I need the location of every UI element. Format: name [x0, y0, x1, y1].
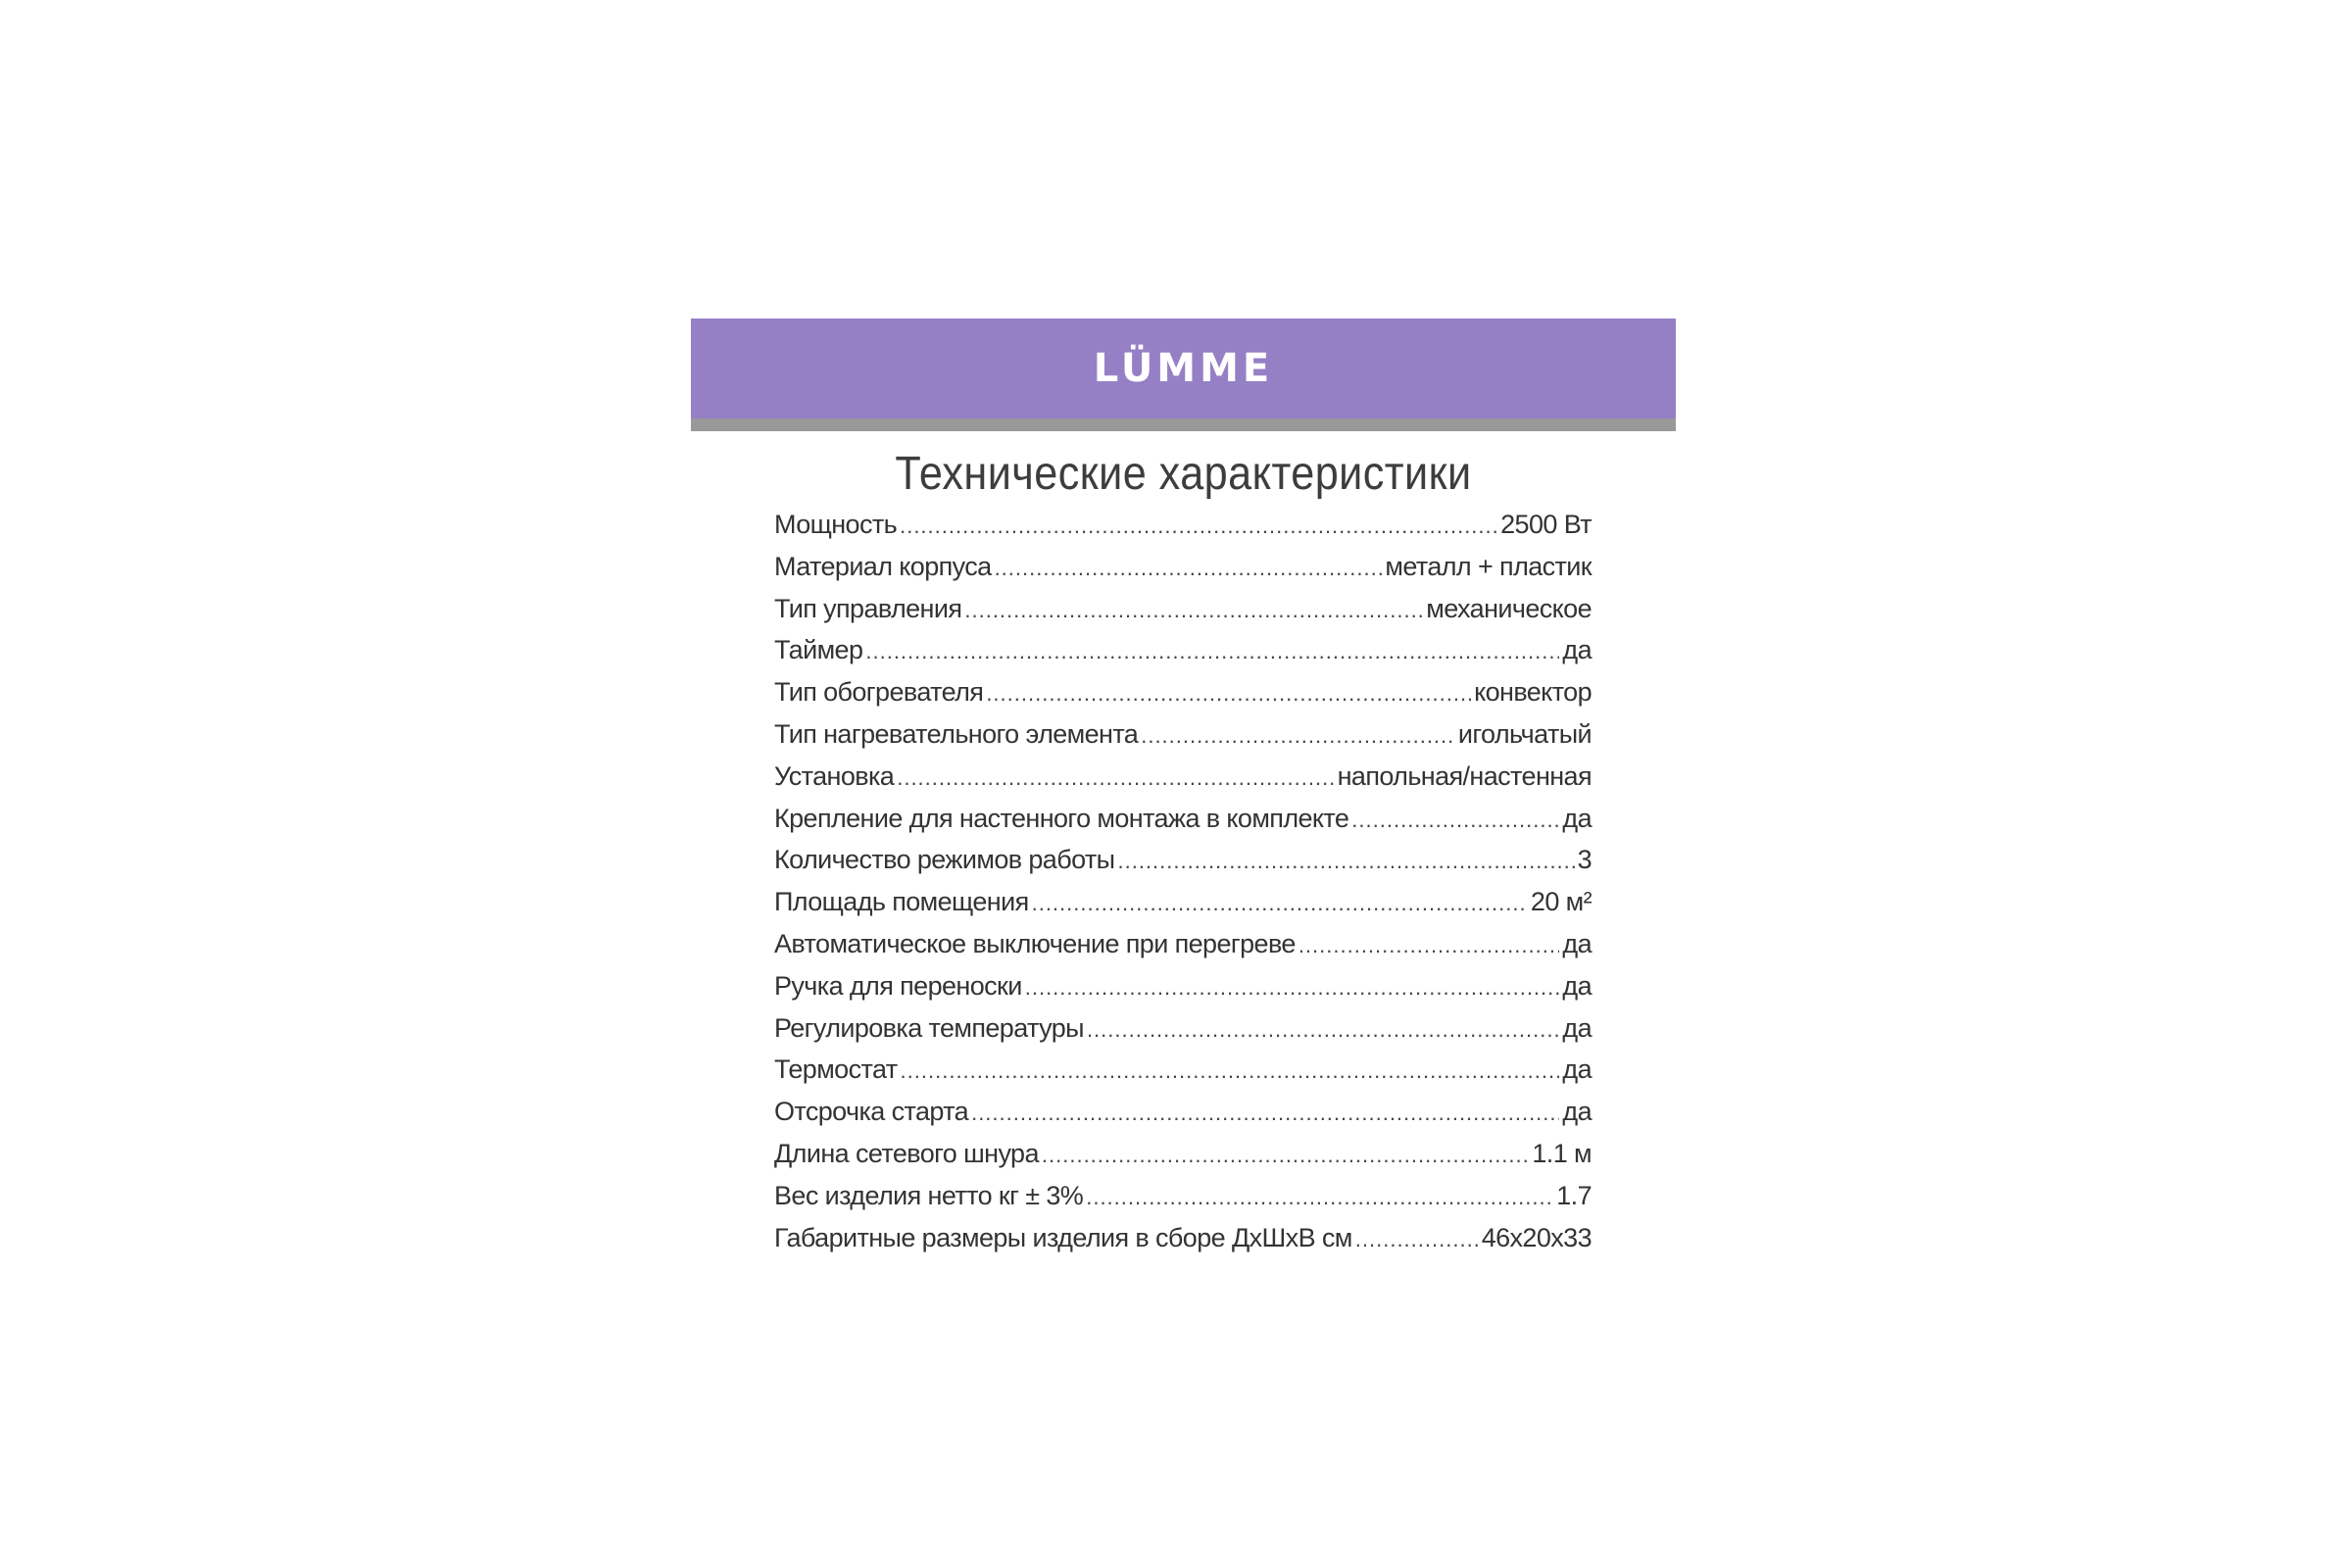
header-divider: [691, 418, 1676, 431]
dot-leader: [1351, 808, 1559, 833]
spec-row-carry-handle: [774, 971, 1592, 1013]
spec-value: конвектор: [1474, 677, 1592, 708]
spec-row-thermostat: [774, 1054, 1592, 1097]
spec-label: Количество режимов работы: [774, 845, 1115, 875]
dot-leader: [964, 598, 1423, 623]
dot-leader: [971, 1101, 1559, 1126]
dot-leader: [897, 765, 1334, 791]
spec-value: 3: [1577, 845, 1592, 875]
dot-leader: [986, 681, 1471, 707]
spec-list: [774, 510, 1592, 1264]
brand-logo: LÜMME: [1093, 346, 1274, 391]
dot-leader: [1086, 1185, 1553, 1210]
dot-leader: [1087, 1017, 1559, 1043]
spec-value: игольчатый: [1457, 718, 1592, 749]
spec-row-dimensions: [774, 1223, 1592, 1265]
spec-value: 46x20x33: [1481, 1222, 1592, 1252]
dot-leader: [1355, 1227, 1479, 1252]
spec-value: 1.7: [1556, 1180, 1592, 1210]
spec-value: да: [1562, 1097, 1592, 1127]
spec-value: механическое: [1426, 593, 1592, 623]
dot-leader: [1042, 1143, 1530, 1168]
spec-label: Вес изделия нетто кг ± 3%: [774, 1180, 1084, 1210]
spec-label: Отсрочка старта: [774, 1097, 969, 1127]
spec-label: Регулировка температуры: [774, 1012, 1084, 1043]
spec-row-room-area: [774, 887, 1592, 929]
spec-row-cord-length: [774, 1139, 1592, 1181]
spec-row-heater-type: [774, 677, 1592, 719]
spec-label: Ручка для переноски: [774, 970, 1022, 1001]
spec-label: Мощность: [774, 510, 898, 539]
dot-leader: [900, 514, 1497, 539]
spec-value: 20 м²: [1530, 887, 1592, 917]
spec-row-installation: [774, 761, 1592, 804]
page-title: Технические характеристики: [895, 448, 1472, 500]
spec-value: да: [1562, 970, 1592, 1001]
spec-label: Площадь помещения: [774, 887, 1029, 917]
spec-row-body-material: [774, 552, 1592, 594]
spec-row-heating-element: [774, 719, 1592, 761]
brand-header: [691, 318, 1676, 418]
spec-label: Тип обогревателя: [774, 677, 984, 708]
dot-leader: [1298, 933, 1560, 958]
spec-value: да: [1562, 1054, 1592, 1085]
spec-value: да: [1562, 928, 1592, 958]
spec-value: металл + пластик: [1385, 551, 1592, 581]
spec-label: Автоматическое выключение при перегреве: [774, 928, 1296, 958]
spec-row-temp-control: [774, 1013, 1592, 1055]
spec-label: Термостат: [774, 1054, 898, 1085]
spec-row-delayed-start: [774, 1097, 1592, 1139]
spec-value: да: [1562, 635, 1592, 665]
spec-value: 2500 Вт: [1500, 510, 1592, 539]
spec-card: [691, 318, 1676, 1252]
spec-value: напольная/настенная: [1337, 760, 1592, 791]
dot-leader: [1032, 891, 1528, 916]
spec-row-wall-mount: [774, 804, 1592, 846]
spec-value: 1.1 м: [1532, 1138, 1592, 1168]
spec-label: Крепление для настенного монтажа в комплекте: [774, 803, 1349, 833]
spec-row-modes: [774, 845, 1592, 887]
spec-label: Материал корпуса: [774, 551, 992, 581]
spec-value: да: [1562, 803, 1592, 833]
dot-leader: [901, 1058, 1560, 1084]
spec-row-net-weight: [774, 1181, 1592, 1223]
spec-row-power: [774, 510, 1592, 552]
dot-leader: [1141, 723, 1455, 749]
spec-value: да: [1562, 1012, 1592, 1043]
dot-leader: [1117, 849, 1574, 874]
spec-label: Тип нагревательного элемента: [774, 718, 1139, 749]
spec-row-overheat-shutoff: [774, 929, 1592, 971]
spec-row-control-type: [774, 594, 1592, 636]
spec-label: Габаритные размеры изделия в сборе ДхШхВ см: [774, 1222, 1352, 1252]
spec-label: Таймер: [774, 635, 863, 665]
spec-label: Установка: [774, 760, 895, 791]
dot-leader: [1025, 975, 1560, 1001]
dot-leader: [865, 639, 1559, 664]
spec-row-timer: [774, 635, 1592, 677]
spec-label: Тип управления: [774, 593, 962, 623]
spec-label: Длина сетевого шнура: [774, 1138, 1039, 1168]
dot-leader: [995, 556, 1383, 581]
